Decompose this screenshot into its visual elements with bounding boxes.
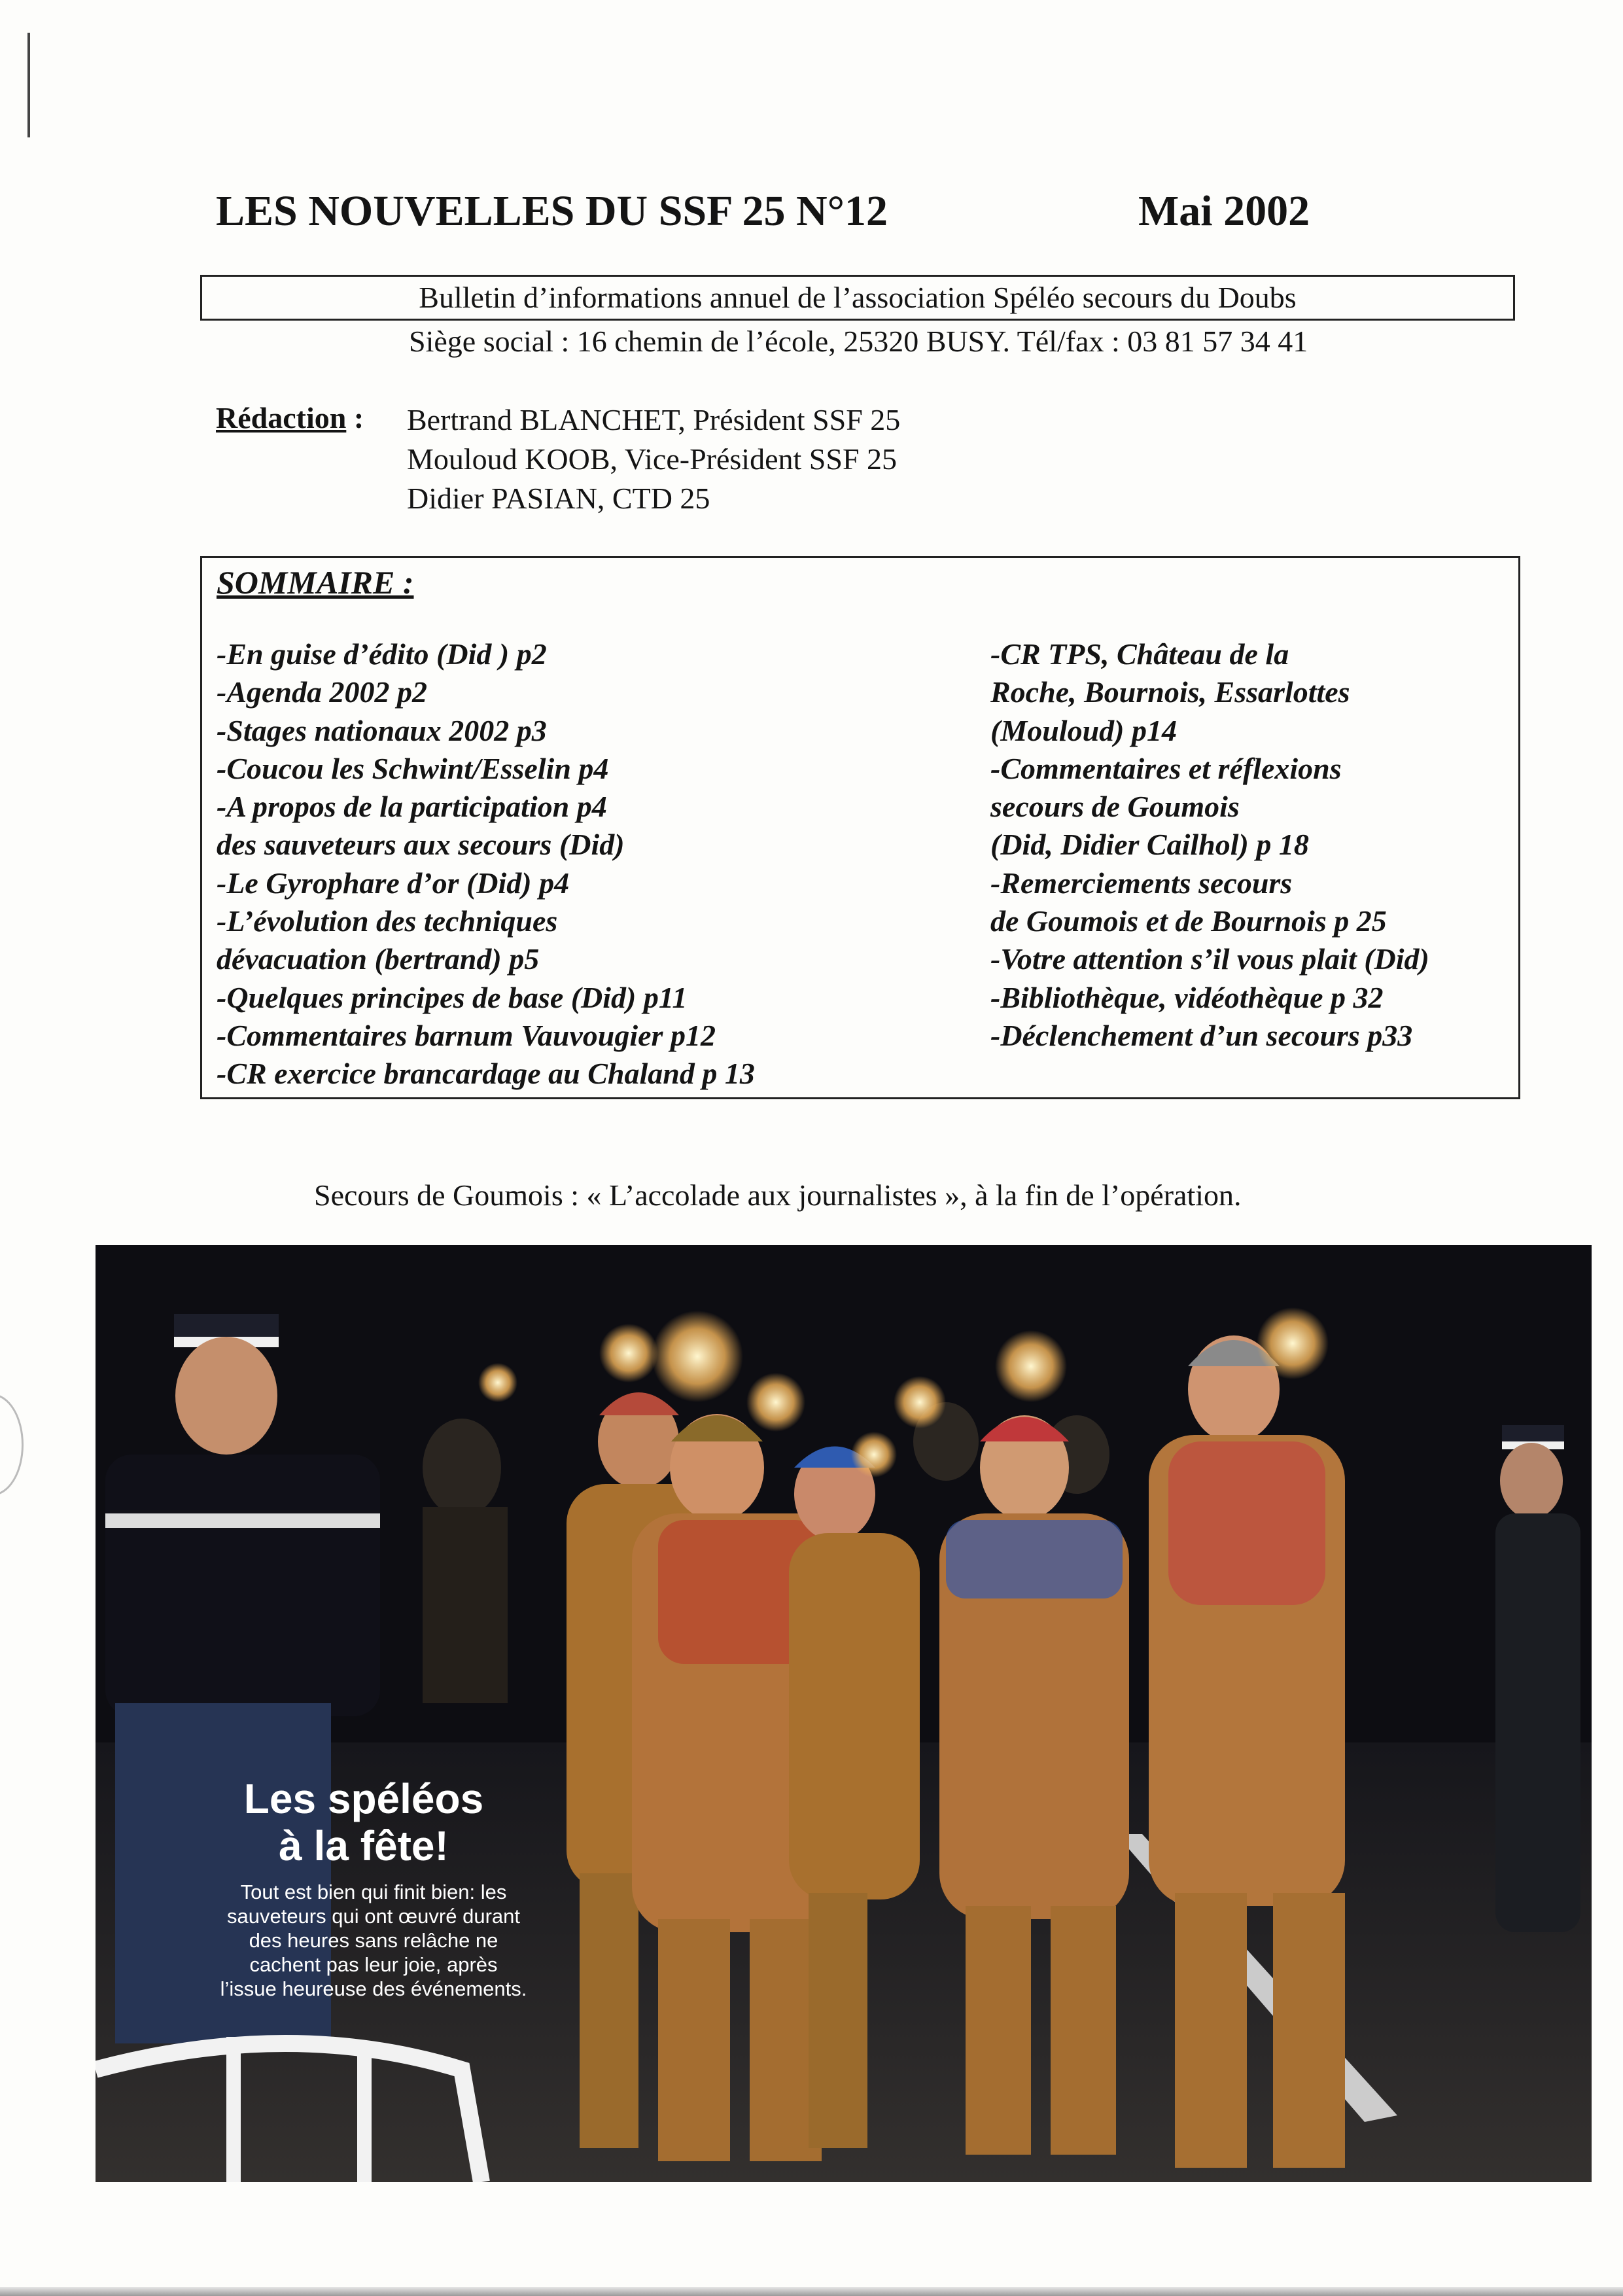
- redaction-member: Didier PASIAN, CTD 25: [407, 482, 710, 515]
- redaction-label-separator: :: [346, 401, 364, 434]
- rescue-photo: [96, 1245, 1592, 2182]
- head-office-address: Siège social : 16 chemin de l’école, 25320 BUSY. Tél/fax : 03 81 57 34 41: [409, 325, 1308, 358]
- toc-line: -Agenda 2002 p2: [217, 675, 427, 709]
- photo-text-line: cachent pas leur joie, après: [249, 1953, 498, 1976]
- redaction-label-text: Rédaction: [216, 401, 347, 434]
- issue-date: Mai 2002: [1138, 187, 1310, 235]
- binding-mark: [27, 33, 30, 137]
- toc-line: -CR TPS, Château de la: [990, 637, 1289, 671]
- toc-line: -Commentaires barnum Vauvougier p12: [217, 1018, 716, 1052]
- toc-line: -A propos de la participation p4: [217, 790, 607, 824]
- photo-text-line: sauveteurs qui ont œuvré durant: [226, 1905, 521, 1928]
- redaction-member: Bertrand BLANCHET, Président SSF 25: [407, 403, 901, 436]
- toc-line: -Le Gyrophare d’or (Did) p4: [217, 866, 570, 900]
- toc-line: -Coucou les Schwint/Esselin p4: [217, 751, 609, 785]
- toc-right-column: [990, 635, 1429, 1055]
- newsletter-title: LES NOUVELLES DU SSF 25 N°12: [216, 187, 888, 235]
- toc-line: -Remerciements secours: [990, 866, 1293, 900]
- photo-text-line: des heures sans relâche ne: [249, 1929, 498, 1952]
- photo-headline: [213, 1775, 514, 1869]
- redaction-member: Mouloud KOOB, Vice-Président SSF 25: [407, 442, 898, 476]
- punch-hole: [0, 1394, 24, 1496]
- toc-line: de Goumois et de Bournois p 25: [990, 904, 1387, 938]
- toc-line: secours de Goumois: [990, 790, 1240, 824]
- photo-caption: Secours de Goumois : « L’accolade aux journalistes », à la fin de l’opération.: [314, 1178, 1242, 1212]
- table-of-contents: [200, 556, 1520, 1099]
- toc-line: Roche, Bournois, Essarlottes: [990, 675, 1350, 709]
- toc-line: des sauveteurs aux secours (Did): [217, 828, 625, 862]
- photo-overlay-text: [177, 1880, 570, 2001]
- toc-line: -CR exercice brancardage au Chaland p 13: [217, 1057, 755, 1091]
- redaction-label: [216, 400, 364, 435]
- toc-left-column: [217, 635, 755, 1093]
- toc-line: -En guise d’édito (Did ) p2: [217, 637, 547, 671]
- toc-line: (Did, Didier Cailhol) p 18: [990, 828, 1309, 862]
- photo-text-line: Tout est bien qui finit bien: les: [240, 1881, 507, 1903]
- photo-illustration: [96, 1245, 1592, 2182]
- toc-line: -Bibliothèque, vidéothèque p 32: [990, 980, 1384, 1014]
- toc-line: -Commentaires et réflexions: [990, 751, 1342, 785]
- toc-title: SOMMAIRE :: [217, 564, 414, 601]
- toc-line: -Stages nationaux 2002 p3: [217, 713, 547, 747]
- toc-line: dévacuation (bertrand) p5: [217, 942, 540, 976]
- caver-figure: [1149, 1335, 1345, 2168]
- redaction-members: [407, 400, 900, 518]
- toc-line: -Déclenchement d’un secours p33: [990, 1018, 1413, 1052]
- bulletin-subtitle: Bulletin d’informations annuel de l’association Spéléo secours du Doubs: [419, 281, 1297, 314]
- bulletin-subtitle-box: [200, 275, 1515, 321]
- scan-bottom-edge: [0, 2287, 1623, 2296]
- toc-line: (Mouloud) p14: [990, 713, 1177, 747]
- toc-line: -L’évolution des techniques: [217, 904, 558, 938]
- photo-headline-line: Les spéléos: [243, 1775, 484, 1822]
- photo-text-line: l’issue heureuse des événements.: [220, 1977, 527, 2000]
- toc-line: -Votre attention s’il vous plait (Did): [990, 942, 1429, 976]
- photo-headline-line: à la fête!: [279, 1822, 449, 1869]
- toc-line: -Quelques principes de base (Did) p11: [217, 980, 688, 1014]
